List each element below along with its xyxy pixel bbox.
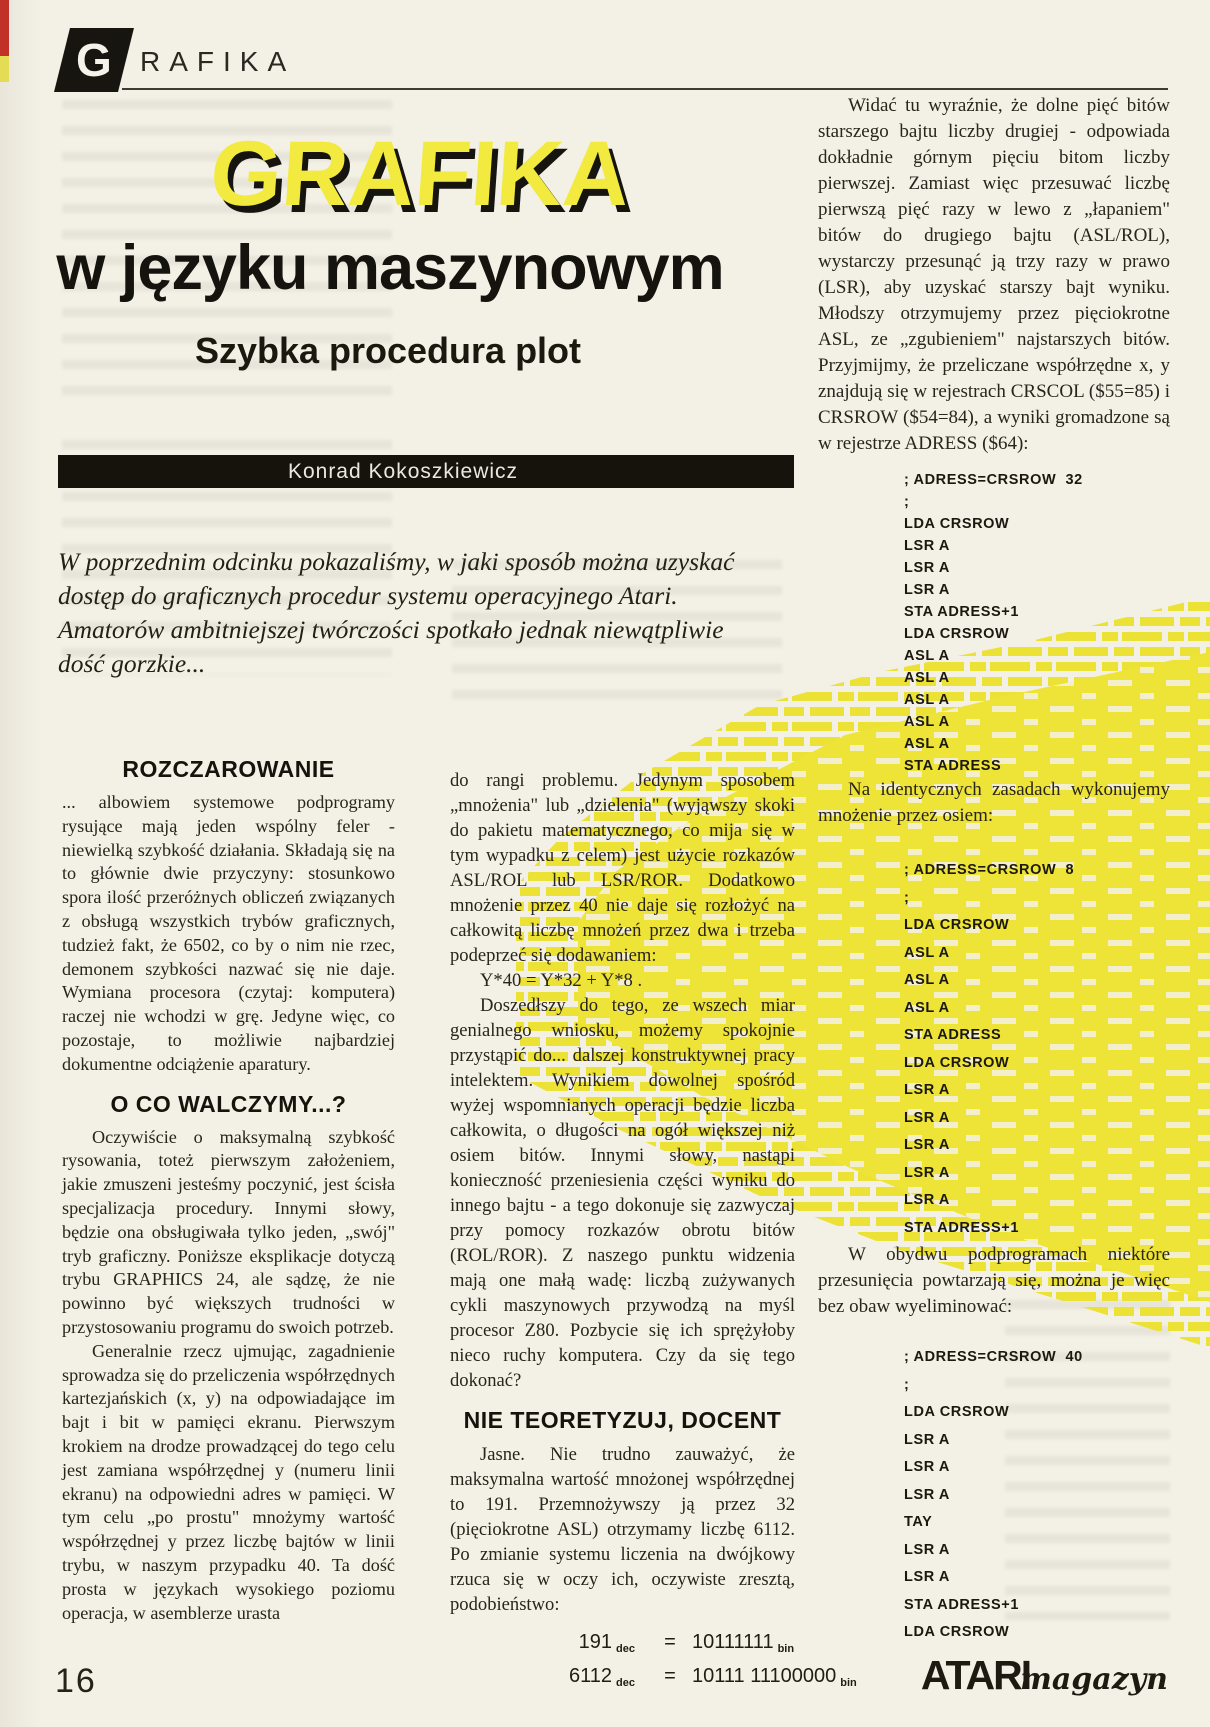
page-number: 16	[55, 1662, 97, 1700]
code-line: LSR A	[904, 1459, 950, 1475]
code-line: ; ADRESS=CRSROW 8	[904, 862, 1075, 878]
code-line: LDA CRSROW	[904, 917, 1010, 933]
code-line: LDA CRSROW	[904, 1054, 1010, 1071]
code-line: LSR A	[904, 560, 950, 576]
magazine-logo-atari: ATARI	[920, 1652, 1031, 1698]
code-line: ; ADRESS=CRSROW 40	[904, 1349, 1083, 1365]
column-2	[450, 768, 857, 1695]
code-line: LSR A	[904, 1569, 950, 1585]
dec-value: 6112	[568, 1665, 612, 1687]
code-line: LDA CRSROW	[904, 626, 1010, 642]
code-line: LSR A	[904, 1082, 950, 1098]
code-line: LDA CRSROW	[904, 516, 1010, 532]
lead-line: dostęp do graficznych procedur systemu operacyjnego Atari.	[58, 581, 678, 610]
equals-sign: =	[664, 1631, 676, 1653]
author-name: Konrad Kokoszkiewicz	[287, 459, 519, 483]
body-paragraph: Widać tu wyraźnie, że dolne pięć bitów starszego bajtu liczby drugiej - odpowiada dokładnie górnym pięciu bitom liczby pierwszej. Zamiast więc przesuwać liczbę pierwszą pięć razy w lewo z „łapaniem" bitów do drugiego bajtu (ASL/ROL), wystarczy przesunąć ją trzy razy w prawo (LSR), aby uzyskać starszy bajt wyniku. Młodszy otrzymujemy przez pięciokrotne ASL, ze „zgubieniem" najstarszych bitów. Przyjmijmy, że przeliczane współrzędne x, y znajdują się w rejestrach CRSCOL ($55=85) i CRSROW ($54=84), a wyniki gromadzone są w rejestrze ADRESS ($64):	[818, 95, 1170, 454]
code-line: LSR A	[904, 1164, 950, 1181]
body-paragraph: do rangi problemu. Jedynym sposobem „mnożenia" lub „dzielenia" (wyjąwszy skoki do pakietu matematycznego, co mija się w tym wypadku z celem) jest użycie rozkazów ASL/ROL lub LSR/ROR. Dodatkowo mnożenie przez 40 nie daje się rozłożyć na całkowitą liczbę mnożeń przez dwa i trzeba podeprzeć się dodawaniem:	[450, 770, 795, 966]
bin-digits: 10111 11100000	[692, 1665, 837, 1687]
code-line: ASL A	[904, 972, 950, 988]
code-line: ;	[904, 1376, 910, 1393]
code-line: STA ADRESS	[904, 758, 1002, 774]
body-paragraph: Generalnie rzecz ujmując, zagadnienie sprowadza się do przeliczenia współrzędnych kartezjańskich (x, y) na odpowiadające im bajt i bit w pamięci ekranu. Pierwszym krokiem na drodze prowadzącej do tego celu jest zamiana współrzędnej y (numeru linii ekranu) na odpowiedni adres w pamięci. W tym celu „po prostu" mnożymy wartość współrzędnej y przez liczbę bajtów w linii trybu, w naszym przypadku 40. Ta dość prosta w językach wysokiego poziomu operacja, w asemblerze urasta	[62, 1340, 395, 1623]
code-line: ASL A	[904, 648, 950, 664]
magazine-logo-magazyn: magazyn	[1020, 1662, 1168, 1697]
article-subtitle: w języku maszynowym	[56, 233, 724, 303]
code-line: STA ADRESS+1	[904, 1596, 1020, 1613]
author-bar	[58, 455, 794, 488]
assembler-listing-times-40	[904, 1344, 1170, 1647]
code-line: ;	[904, 889, 910, 906]
dec-subscript: dec	[616, 1643, 635, 1655]
section-logo-letter: G	[76, 34, 112, 86]
bin-value	[692, 1627, 795, 1661]
article-title: GRAFIKA	[206, 123, 634, 225]
dec-value: 191	[578, 1631, 612, 1653]
equation-row	[450, 1661, 857, 1695]
code-line: ASL A	[904, 670, 950, 686]
bin-value	[692, 1661, 857, 1695]
heading-nie-teoretyzuj: NIE TEORETYZUJ, DOCENT	[463, 1407, 782, 1433]
lead-line: Amatorów ambitniejszej twórczości spotkało jednak niewątpliwie	[58, 615, 724, 644]
code-line: ASL A	[904, 736, 950, 752]
code-line: ; ADRESS=CRSROW 32	[904, 472, 1083, 488]
code-line: LSR A	[904, 1137, 950, 1153]
code-line: LSR A	[904, 1486, 950, 1503]
code-line: ASL A	[904, 692, 950, 708]
code-line: LSR A	[904, 582, 950, 598]
code-line: LDA CRSROW	[904, 1404, 1010, 1420]
code-line: LSR A	[904, 1541, 950, 1558]
code-line: LSR A	[904, 538, 950, 554]
code-line: ;	[904, 494, 910, 510]
code-line: ASL A	[904, 714, 950, 730]
equals-sign: =	[664, 1665, 676, 1687]
code-line: STA ADRESS+1	[904, 1219, 1020, 1236]
equation-row	[450, 1627, 795, 1661]
body-paragraph: ... albowiem systemowe podprogramy rysujące mają jeden wspólny feler - niewielką szybkość działania. Składają się na to głównie dwie przyczyny: stosunkowo spora ilość przeróżnych obliczeń związanych z obsługą wszystkich trybów graficznych, tudzież fakt, że 6502, co by o nim nie rzec, demonem szybkości nazwać się nie daje. Wymiana procesora (czytaj: komputera) raczej nie wchodzi w grę. Jedyne więc, co pozostaje, to możliwie najbardziej dokumentne odciążenie aparatury.	[62, 792, 395, 1074]
body-paragraph: W obydwu podprogramach niektóre przesunięcia powtarzają się, można je więc bez obaw wyeliminować:	[818, 1244, 1170, 1317]
assembler-listing-times-32	[904, 469, 1170, 777]
code-line: ASL A	[904, 944, 950, 961]
bin-subscript: bin	[840, 1677, 857, 1689]
heading-o-co-walczymy: O CO WALCZYMY...?	[110, 1090, 347, 1117]
heading-rozczarowanie: ROZCZAROWANIE	[122, 756, 335, 782]
body-paragraph: Oczywiście o maksymalną szybkość rysowania, toteż pierwszym założeniem, jakie zmuszeni jesteśmy poczynić, jest ścisła specjalizacja procedury. Innymi słowy, będzie ona obsługiwała tylko jeden, „swój" tryb graficzny. Poniższe eksplikacje dotyczą trybu GRAPHICS 24, ale sądzę, że nie powinno być większych trudności w przystosowaniu programu do swoich potrzeb.	[62, 1126, 395, 1337]
bin-digits: 10111111	[692, 1631, 774, 1653]
code-line: STA ADRESS	[904, 1027, 1002, 1043]
section-name: RAFIKA	[140, 46, 296, 77]
formula-line: Y*40 = Y*32 + Y*8 .	[480, 970, 643, 991]
dec-bin-equations	[450, 1627, 857, 1695]
bin-subscript: bin	[777, 1643, 795, 1655]
column-3	[818, 93, 1170, 1647]
code-line: LSR A	[904, 1192, 950, 1208]
code-line: LSR A	[904, 1431, 950, 1448]
code-line: ASL A	[904, 999, 950, 1016]
column-1	[62, 756, 395, 1625]
code-line: TAY	[904, 1514, 933, 1530]
body-paragraph: Jasne. Nie trudno zauważyć, że maksymalna wartość mnożonej współrzędnej to 191. Przemnożywszy ją przez 32 (pięciokrotne ASL) otrzymamy liczbę 6112. Po zmianie systemu liczenia na dwójkowy rzuca się w oczy ich, oczywiste zresztą, podobieństwo:	[450, 1444, 795, 1615]
lead-paragraph	[58, 545, 770, 681]
code-line: STA ADRESS+1	[904, 604, 1020, 620]
dec-subscript: dec	[616, 1677, 635, 1689]
body-paragraph: Na identycznych zasadach wykonujemy mnożenie przez osiem:	[818, 779, 1170, 826]
body-paragraph: Doszedłszy do tego, ze wszech miar genialnego wniosku, możemy spokojnie przystąpić do... dalszej konstruktywnej pracy intelektem. Wynikiem dowolnej spośród wyżej wspomnianych operacji będzie liczba całkowita, o długości na ogół większej niż osiem bitów. Innymi słowy, nastąpi konieczność przeniesienia części wyniku do innego bajtu - a tego dokonuje się zazwyczaj przy pomocy rozkazów obrotu bitów (ROL/ROR). Z naszego punktu widzenia mają one małą wadę: liczbą zużywanych cykli maszynowych przywodzą na myśl procesor Z80. Pozbycie się ich sprężyłoby nieco ruchy komputera. Czy da się tego dokonać?	[450, 995, 795, 1391]
assembler-listing-times-8	[904, 857, 1170, 1242]
masthead-rule	[122, 88, 1168, 90]
code-line: LDA CRSROW	[904, 1624, 1010, 1640]
article-tagline: Szybka procedura plot	[194, 330, 582, 371]
lead-line: W poprzednim odcinku pokazaliśmy, w jaki sposób można uzyskać	[58, 547, 735, 576]
magazine-logo	[921, 1652, 1168, 1699]
code-line: LSR A	[904, 1109, 950, 1126]
lead-line: dość gorzkie...	[58, 649, 206, 678]
